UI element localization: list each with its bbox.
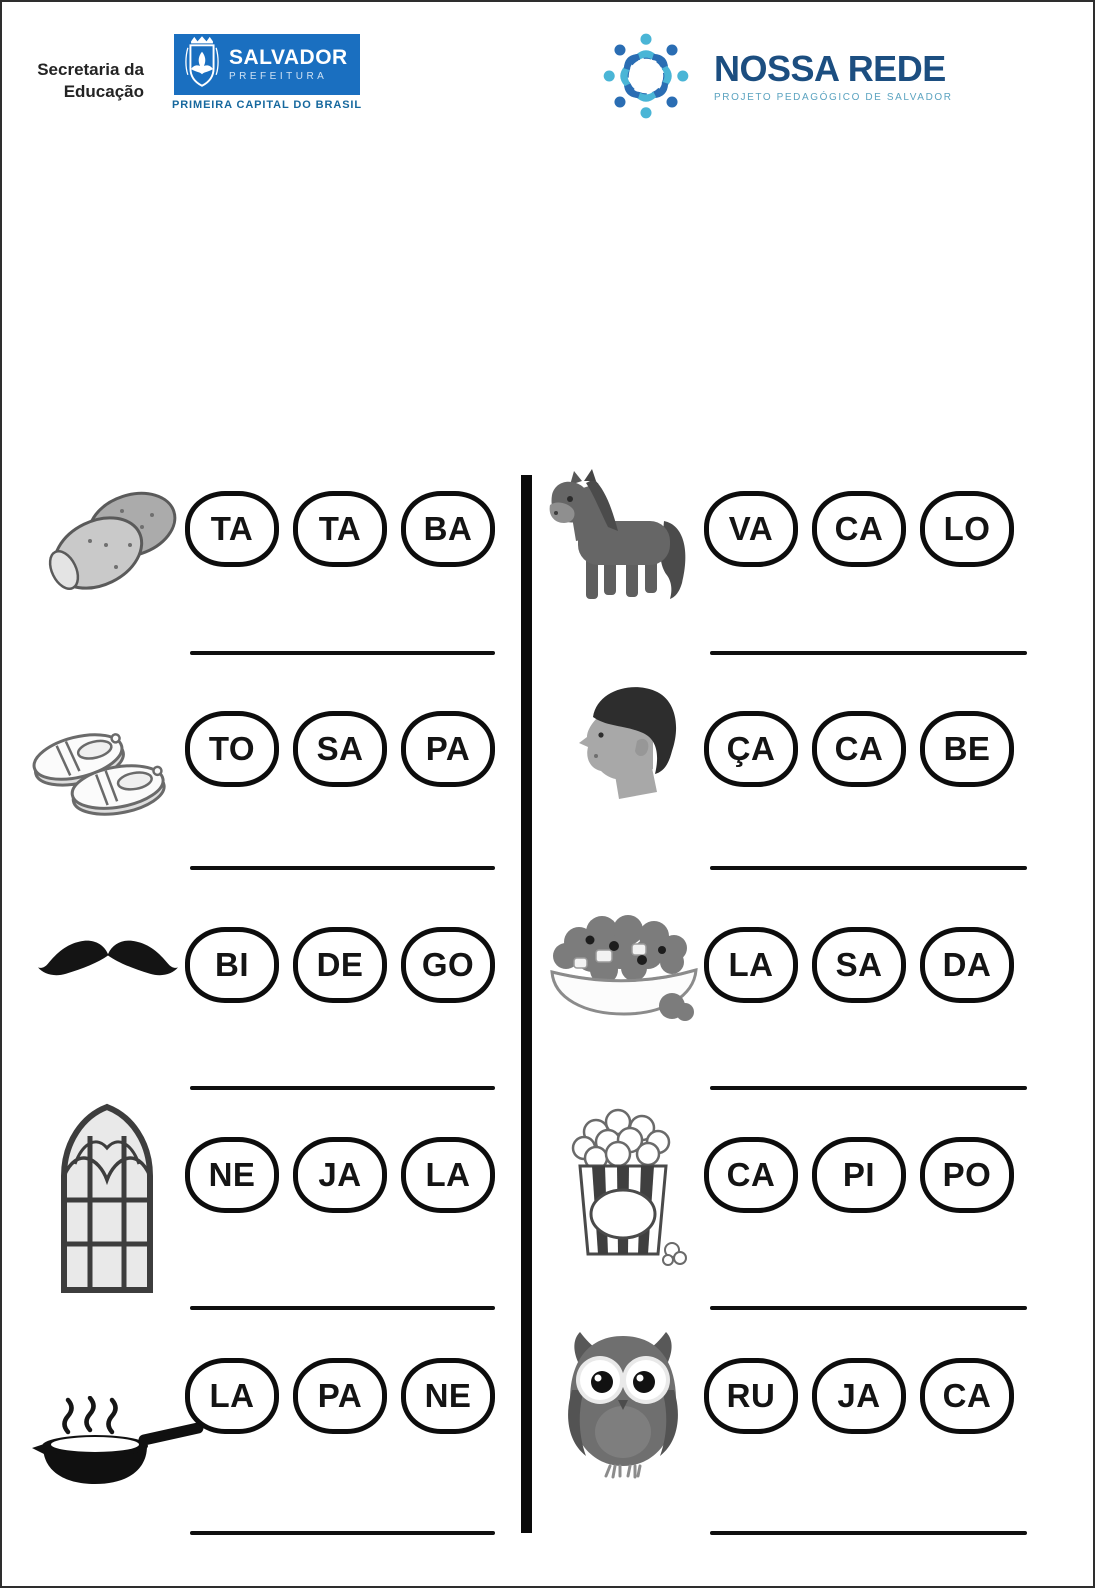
syllable-text: BI: [215, 946, 249, 983]
syllable-text: TO: [208, 730, 256, 767]
salad-icon: [544, 900, 704, 1030]
syllable-bubbles: [185, 491, 495, 567]
popcorn-icon: [558, 1102, 688, 1272]
salvador-title: SALVADOR: [229, 46, 348, 69]
exercise-row-cavalo: [532, 467, 1093, 667]
answer-line[interactable]: [710, 866, 1027, 870]
syllable-text: DE: [316, 946, 364, 983]
mustache-icon: [38, 934, 178, 989]
syllable-bubbles: [185, 927, 495, 1003]
syllable-text: LA: [728, 946, 774, 983]
syllable-bubble[interactable]: [293, 927, 387, 1003]
syllable-exercise: [2, 467, 1093, 1547]
syllable-bubbles: [185, 1137, 495, 1213]
page-header: [2, 2, 1093, 142]
syllable-bubble[interactable]: [185, 491, 279, 567]
syllable-bubble[interactable]: [704, 1137, 798, 1213]
exercise-row-sapato: [2, 667, 521, 882]
syllable-bubble[interactable]: [401, 1137, 495, 1213]
syllable-bubble[interactable]: [812, 1358, 906, 1434]
exercise-row-panela: [2, 1322, 521, 1547]
syllable-bubble[interactable]: [812, 927, 906, 1003]
salvador-tagline: PRIMEIRA CAPITAL DO BRASIL: [171, 99, 363, 111]
syllable-bubble[interactable]: [185, 927, 279, 1003]
exercise-row-janela: [2, 1102, 521, 1322]
syllable-bubbles: [704, 1358, 1014, 1434]
syllable-bubbles: [704, 711, 1014, 787]
shoes-icon: [26, 713, 178, 836]
syllable-text: JA: [318, 1156, 362, 1193]
nossa-rede-subtitle: PROJETO PEDAGÓGICO DE SALVADOR: [714, 91, 953, 103]
syllable-bubbles: [704, 491, 1014, 567]
exercise-row-salada: [532, 882, 1093, 1102]
answer-line[interactable]: [710, 1086, 1027, 1090]
exercise-row-pipoca: [532, 1102, 1093, 1322]
syllable-bubble[interactable]: [185, 711, 279, 787]
syllable-text: ÇA: [726, 730, 776, 767]
answer-line[interactable]: [190, 866, 495, 870]
syllable-text: BA: [423, 510, 473, 547]
answer-line[interactable]: [710, 1306, 1027, 1310]
syllable-text: PA: [425, 730, 471, 767]
exercise-row-batata: [2, 467, 521, 667]
syllable-bubble[interactable]: [920, 1137, 1014, 1213]
potatoes-icon: [44, 487, 179, 602]
syllable-text: CA: [726, 1156, 776, 1193]
salvador-prefeitura-logo: [174, 34, 360, 95]
exercise-row-coruja: [532, 1322, 1093, 1547]
syllable-bubble[interactable]: [401, 491, 495, 567]
syllable-bubble[interactable]: [185, 1358, 279, 1434]
syllable-bubble[interactable]: [401, 927, 495, 1003]
syllable-bubble[interactable]: [401, 711, 495, 787]
exercise-row-bigode: [2, 882, 521, 1102]
salvador-logo-text: [229, 47, 348, 82]
syllable-bubble[interactable]: [920, 1358, 1014, 1434]
syllable-bubble[interactable]: [812, 1137, 906, 1213]
syllable-text: PA: [317, 1377, 363, 1414]
syllable-bubble[interactable]: [920, 927, 1014, 1003]
secretaria-line1: Secretaria da: [37, 60, 144, 79]
salvador-subtitle: PREFEITURA: [229, 71, 328, 82]
syllable-text: TA: [318, 510, 362, 547]
syllable-bubble[interactable]: [704, 1358, 798, 1434]
syllable-text: PI: [842, 1156, 876, 1193]
syllable-bubble[interactable]: [704, 927, 798, 1003]
syllable-bubbles: [185, 1358, 495, 1434]
syllable-text: DA: [942, 946, 992, 983]
answer-line[interactable]: [190, 651, 495, 655]
syllable-text: VA: [728, 510, 774, 547]
syllable-text: SA: [835, 946, 883, 983]
column-divider: [521, 475, 532, 1533]
horse-icon: [548, 469, 698, 606]
syllable-text: BE: [943, 730, 991, 767]
syllable-bubble[interactable]: [920, 491, 1014, 567]
syllable-text: SA: [316, 730, 364, 767]
pan-icon: [30, 1396, 205, 1501]
syllable-bubble[interactable]: [293, 1358, 387, 1434]
right-column: [532, 467, 1093, 1547]
syllable-text: LO: [943, 510, 991, 547]
secretaria-label: [22, 59, 144, 104]
syllable-text: CA: [834, 510, 884, 547]
syllable-bubble[interactable]: [293, 491, 387, 567]
answer-line[interactable]: [710, 1531, 1027, 1535]
owl-icon: [558, 1328, 688, 1485]
syllable-text: LA: [425, 1156, 471, 1193]
syllable-bubble[interactable]: [401, 1358, 495, 1434]
syllable-bubble[interactable]: [704, 711, 798, 787]
syllable-bubble[interactable]: [293, 1137, 387, 1213]
syllable-text: TA: [210, 510, 254, 547]
syllable-bubbles: [185, 711, 495, 787]
answer-line[interactable]: [710, 651, 1027, 655]
syllable-text: GO: [421, 946, 475, 983]
syllable-text: NE: [424, 1377, 472, 1414]
syllable-bubbles: [704, 1137, 1014, 1213]
syllable-text: JA: [837, 1377, 881, 1414]
boy-head-icon: [563, 679, 698, 819]
salvador-crest-icon: [182, 35, 222, 94]
syllable-text: RU: [726, 1377, 776, 1414]
window-icon: [57, 1102, 157, 1299]
answer-line[interactable]: [190, 1306, 495, 1310]
left-column: [2, 467, 521, 1547]
answer-line[interactable]: [190, 1086, 495, 1090]
syllable-text: NE: [208, 1156, 256, 1193]
syllable-text: CA: [942, 1377, 992, 1414]
nossa-rede-title: NOSSA REDE: [714, 48, 946, 89]
syllable-bubble[interactable]: [812, 711, 906, 787]
answer-line[interactable]: [190, 1531, 495, 1535]
syllable-bubble[interactable]: [293, 711, 387, 787]
syllable-bubble[interactable]: [185, 1137, 279, 1213]
nossa-rede-logo-text: [714, 50, 1094, 103]
syllable-bubble[interactable]: [704, 491, 798, 567]
syllable-bubbles: [704, 927, 1014, 1003]
syllable-text: PO: [942, 1156, 992, 1193]
exercise-row-cabeca: [532, 667, 1093, 882]
syllable-text: LA: [209, 1377, 255, 1414]
nossa-rede-people-circle-icon: [600, 30, 692, 127]
syllable-bubble[interactable]: [812, 491, 906, 567]
syllable-text: CA: [834, 730, 884, 767]
secretaria-line2: Educação: [63, 82, 144, 102]
syllable-bubble[interactable]: [920, 711, 1014, 787]
